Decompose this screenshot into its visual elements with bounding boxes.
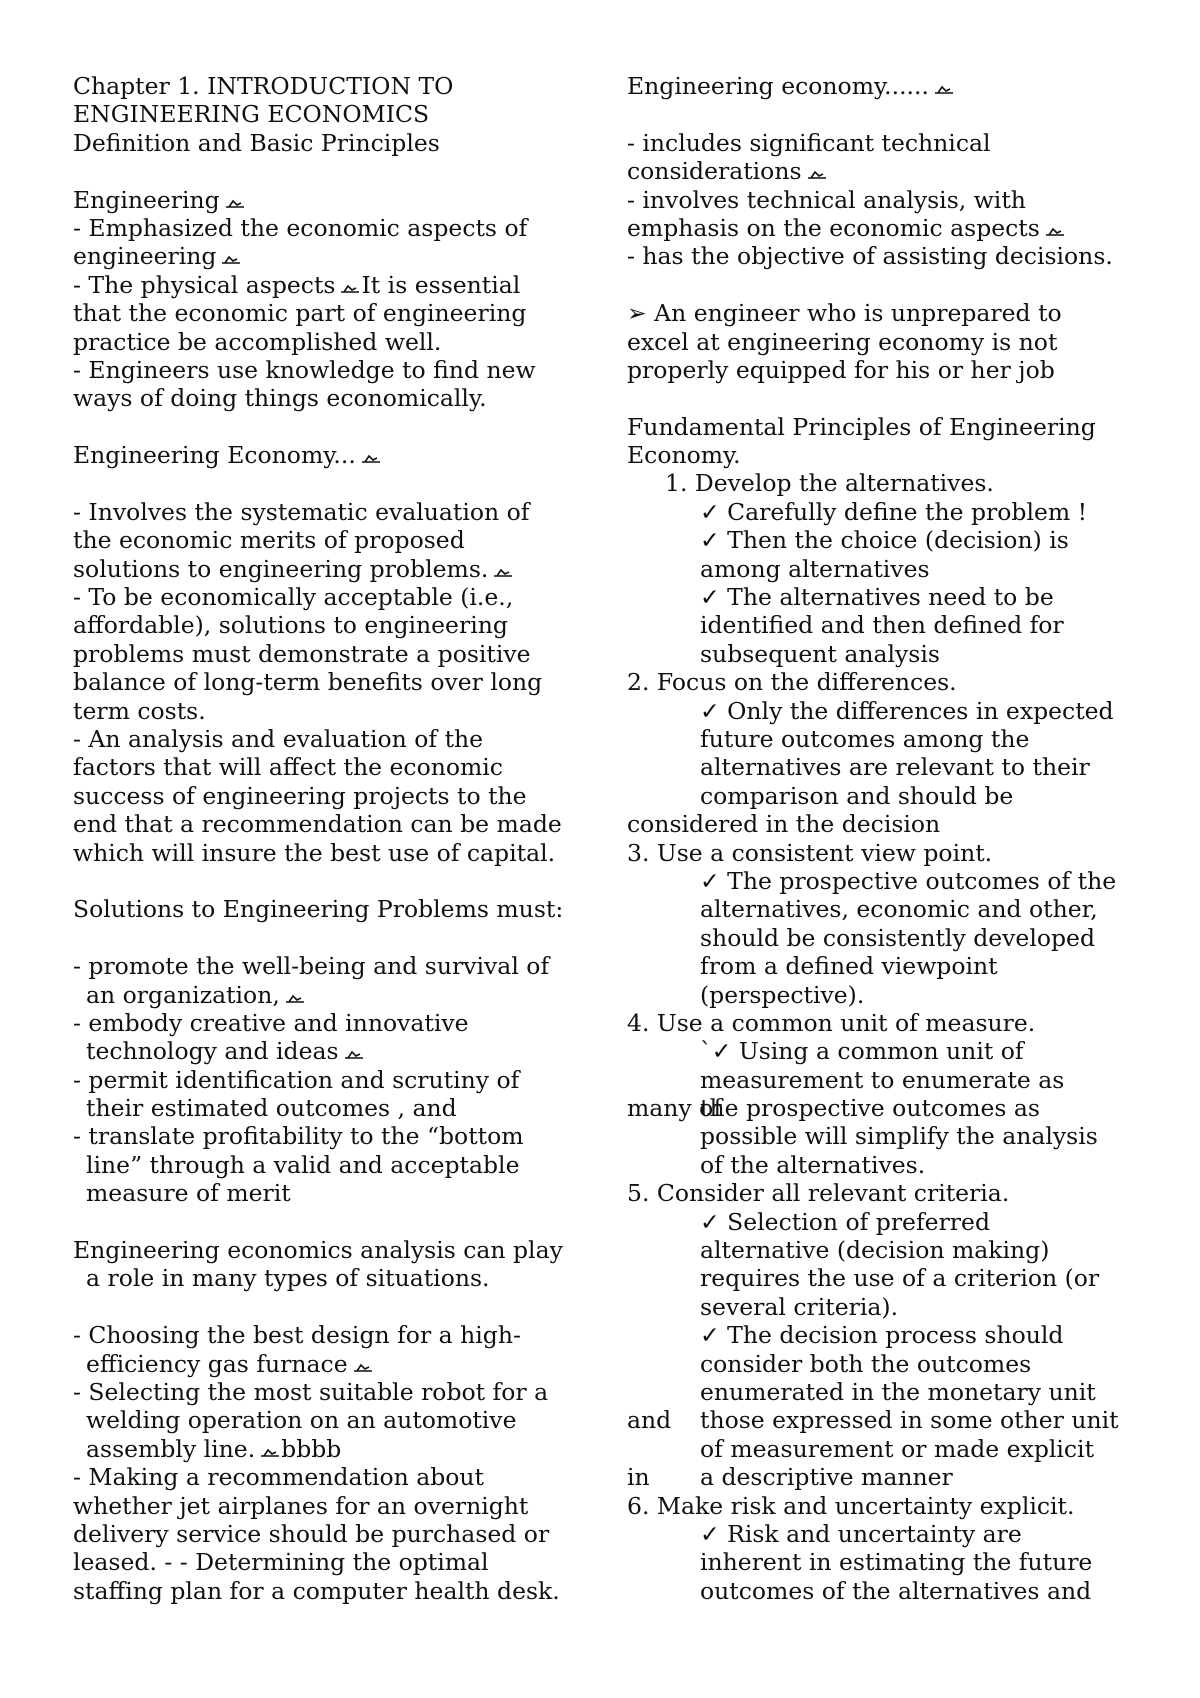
principle-detail: enumerated in the monetary unit [700,1377,1096,1406]
principle-detail: possible will simplify the analysis [700,1122,1098,1151]
principle-detail: of measurement or made explicit [700,1434,1095,1463]
text-line: end that a recommendation can be made [73,810,562,839]
principle-detail: outcomes of the alternatives and [700,1576,1092,1605]
list-item: - Making a recommendation about [73,1463,484,1492]
list-item: their estimated outcomes , and [86,1094,457,1123]
principle-detail: ✓ Carefully define the problem ! [700,497,1088,526]
principle-detail: measurement to enumerate as [700,1065,1065,1094]
section-heading: Solutions to Engineering Problems must: [73,895,564,924]
hand-writing-icon [352,1363,374,1373]
hand-writing-icon [806,170,828,180]
principle-detail: ✓ Selection of preferred [700,1207,990,1236]
text-line: success of engineering projects to the [73,781,527,810]
principle-heading: 2. Focus on the differences. [627,668,957,697]
principle-detail: in a descriptive manner [627,1463,953,1492]
list-item: whether jet airplanes for an overnight [73,1491,529,1520]
text-line: which will insure the best use of capital. [73,838,556,867]
text-line: factors that will affect the economic [73,753,503,782]
principle-detail: among alternatives [700,554,930,583]
principle-detail: ✓ Then the choice (decision) is [700,526,1069,555]
list-item: staffing plan for a computer health desk. [73,1576,560,1605]
principle-detail: alternatives are relevant to their [700,753,1090,782]
hand-writing-icon [933,85,955,95]
text-line: Engineering Economy... [73,441,613,469]
spacer [73,469,613,497]
hand-writing-icon [224,199,246,209]
hand-writing-icon [284,994,306,1004]
list-item: measure of merit [86,1179,291,1208]
principle-detail: (perspective). [700,980,865,1009]
hand-writing-icon [259,1448,281,1458]
section-heading: a role in many types of situations. [86,1264,490,1293]
text-line: that the economic part of engineering [73,299,527,328]
list-item: - has the objective of assisting decisions. [627,242,1113,271]
spacer [73,867,613,895]
list-item: emphasis on the economic aspects [627,214,1187,242]
list-item: - embody creative and innovative [73,1008,469,1037]
principle-detail: subsequent analysis [700,639,940,668]
hand-writing-icon [1044,227,1066,237]
principle-detail: ✓ Risk and uncertainty are [700,1519,1022,1548]
list-item: an organization, [73,981,613,1009]
principle-heading: 1. Develop the alternatives. [665,469,994,498]
list-item: line” through a valid and acceptable [86,1150,520,1179]
principle-heading: 4. Use a common unit of measure. [627,1008,1036,1037]
principle-detail: requires the use of a criterion (or [700,1264,1100,1293]
text-line: engineering [73,242,613,270]
section-heading: Engineering economics analysis can play [73,1236,563,1265]
list-item: - permit identification and scrutiny of [73,1065,520,1094]
section-heading: Definition and Basic Principles [73,128,440,157]
principle-heading: 5. Consider all relevant criteria. [627,1179,1010,1208]
list-item: - translate profitability to the “bottom [73,1122,524,1151]
principle-heading: 3. Use a consistent view point. [627,838,993,867]
list-item: technology and ideas [73,1037,613,1065]
principle-detail: consider both the outcomes [700,1349,1032,1378]
list-item: welding operation on an automotive [86,1406,517,1435]
right-column [627,72,1187,1605]
principle-detail: of the alternatives. [700,1150,926,1179]
list-item: leased. - - Determining the optimal [73,1548,489,1577]
principle-detail: `✓ Using a common unit of [700,1037,1024,1066]
section-heading: Fundamental Principles of Engineering [627,412,1096,441]
text-line: - Emphasized the economic aspects of [73,213,528,242]
text-line: problems must demonstrate a positive [73,639,531,668]
principle-detail: ✓ Only the differences in expected [700,696,1114,725]
list-item: assembly line. bbbb [86,1434,342,1463]
principle-detail: considered in the decision [627,810,941,839]
spacer [627,100,1187,128]
text-line: practice be accomplished well. [73,327,442,356]
principle-detail: alternative (decision making) [700,1236,1050,1265]
text-line: excel at engineering economy is not [627,327,1058,356]
text-line: - The physical aspects It is essential [73,270,521,299]
principle-detail: several criteria). [700,1292,899,1321]
list-item: - Selecting the most suitable robot for a [73,1377,549,1406]
principle-detail: inherent in estimating the future [700,1548,1093,1577]
principle-heading: 6. Make risk and uncertainty explicit. [627,1491,1075,1520]
text-line: ➢ An engineer who is unprepared to [627,299,1062,328]
spacer [627,384,1187,412]
text-line: - An analysis and evaluation of the [73,724,484,753]
spacer [73,924,613,952]
principle-detail: identified and then defined for [700,611,1064,640]
text-line: balance of long-term benefits over long [73,668,543,697]
principle-detail: and those expressed in some other unit [627,1406,1119,1435]
left-column [73,72,613,1605]
principle-detail: many ofthe prospective outcomes as [627,1094,1040,1123]
principle-detail: ✓ The prospective outcomes of the [700,866,1117,895]
principle-detail: comparison and should be [700,781,1014,810]
chapter-title: Chapter 1. INTRODUCTION TO [73,72,454,100]
text-line: ways of doing things economically. [73,384,487,413]
list-item: - involves technical analysis, with [627,185,1026,214]
list-item: - includes significant technical [627,128,991,157]
spacer [73,1293,613,1321]
text-line: - Involves the systematic evaluation of [73,497,530,526]
spacer [73,413,613,441]
principle-detail: ✓ The alternatives need to be [700,583,1054,612]
hand-writing-icon [220,255,242,265]
chapter-title: ENGINEERING ECONOMICS [73,100,430,129]
principle-detail: from a defined viewpoint [700,952,998,981]
hand-writing-icon [343,1050,365,1060]
principle-detail: should be consistently developed [700,923,1095,952]
text-line: - Engineers use knowledge to find new [73,355,536,384]
text-line: affordable), solutions to engineering [73,611,508,640]
text-line: term costs. [73,696,206,725]
text-line: - To be economically acceptable (i.e., [73,583,514,612]
list-item: - promote the well-being and survival of [73,952,550,981]
principle-detail: ✓ The decision process should [700,1321,1064,1350]
principle-detail: alternatives, economic and other, [700,895,1098,924]
list-item: considerations [627,157,1187,185]
section-heading: Economy. [627,441,741,470]
text-line: properly equipped for his or her job [627,355,1055,384]
hand-writing-icon [339,284,361,294]
hand-writing-icon [492,568,514,578]
spacer [73,1208,613,1236]
principle-detail: future outcomes among the [700,724,1030,753]
text-line: Engineering [73,186,613,214]
section-heading: Engineering economy...... [627,72,1187,100]
spacer [73,157,613,185]
text-line: solutions to engineering problems. [73,555,613,583]
spacer [627,271,1187,299]
text-line: the economic merits of proposed [73,526,465,555]
list-item: delivery service should be purchased or [73,1519,550,1548]
list-item: efficiency gas furnace [73,1350,613,1378]
list-item: - Choosing the best design for a high- [73,1321,521,1350]
hand-writing-icon [360,454,382,464]
